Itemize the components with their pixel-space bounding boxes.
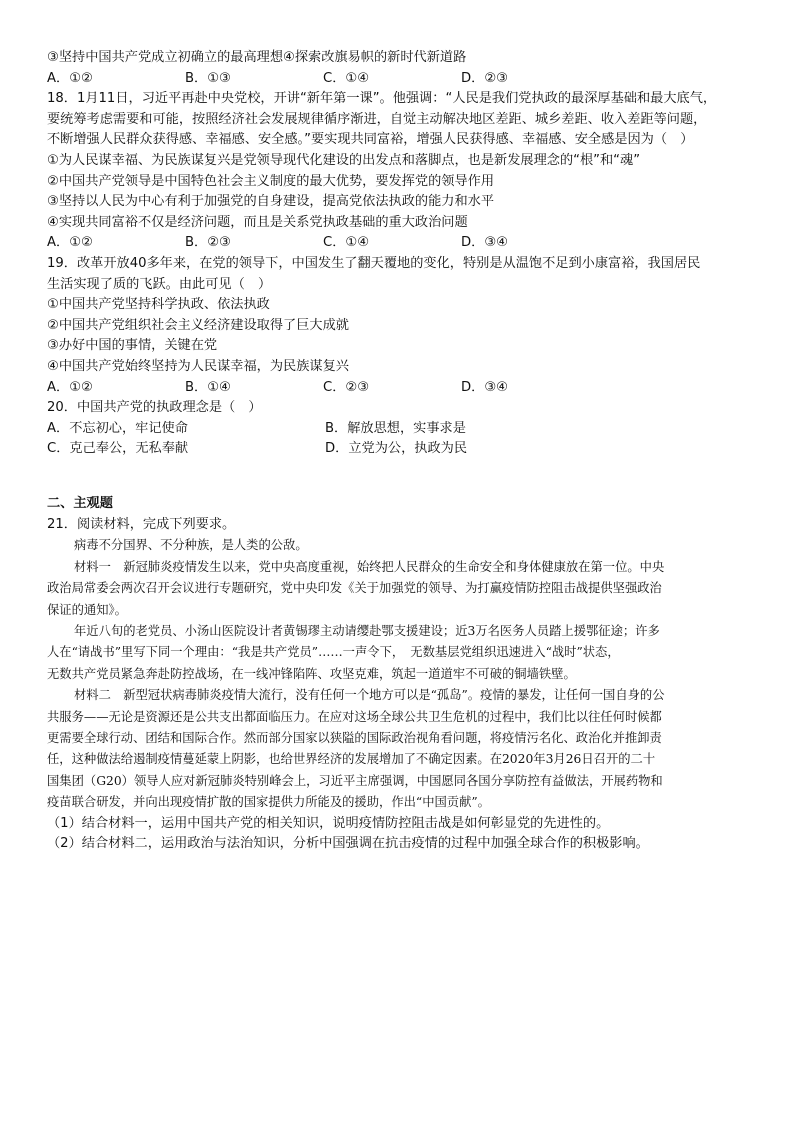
material-line: 疫苗联合研发，并向出现疫情扩散的国家提供力所能及的援助，作出“中国贡献”。 xyxy=(47,795,490,810)
choice-b: B．①③ xyxy=(185,70,231,86)
q19-option-1: ①中国共产党坚持科学执政、依法执政 xyxy=(47,297,270,313)
question-18 xyxy=(47,89,757,254)
page-content xyxy=(47,48,757,855)
material-line: 无数共产党员紧急奔赴防控战场，在一线冲锋陷阵、攻坚克难，筑起一道道牢不可破的铜墙铁壁。 xyxy=(47,666,576,681)
q18-stem-line-1: 18．1月11日，习近平再赴中央党校，开讲“新年第一课”。他强调：“人民是我们党执政的最深厚基础和最大底气， xyxy=(47,91,717,107)
q19-stem-line-2: 生活实现了质的飞跃。由此可见（ ） xyxy=(47,276,272,292)
material-line: 更需要全球行动、团结和国际合作。然而部分国家以狭隘的国际政治视角看问题，将疫情污名化、政治化并推卸责 xyxy=(47,730,662,745)
choice-a: A．①② xyxy=(47,70,93,86)
q18-option-3: ③坚持以人民为中心有利于加强党的自身建设，提高党依法执政的能力和水平 xyxy=(47,194,495,210)
choice-d: D．③④ xyxy=(461,379,508,395)
q19-option-3: ③办好中国的事情，关键在党 xyxy=(47,338,218,354)
section-subjective xyxy=(47,493,757,855)
q18-choices xyxy=(47,233,757,254)
q18-stem-line-2: 要统筹考虑需要和可能，按照经济社会发展规律循序渐进，自觉主动解决地区差距、城乡差距、收入差距等问题， xyxy=(47,111,707,127)
material-line: 材料一 新冠肺炎疫情发生以来，党中央高度重视，始终把人民群众的生命安全和身体健康放在第一位。中央 xyxy=(74,559,665,574)
material-intro: 病毒不分国界、不分种族，是人类的公敌。 xyxy=(74,538,308,553)
material-line: 国集团（G20）领导人应对新冠肺炎特别峰会上，习近平主席强调，中国愿同各国分享防控有益做法，开展药物和 xyxy=(47,773,663,788)
q19-option-2: ②中国共产党组织社会主义经济建设取得了巨大成就 xyxy=(47,317,349,333)
q20-stem: 20．中国共产党的执政理念是（ ） xyxy=(47,400,262,416)
choice-b: B．②③ xyxy=(185,235,231,251)
carry-option-line: ③坚持中国共产党成立初确立的最高理想④探索改旗易帜的新时代新道路 xyxy=(47,50,467,65)
question-20 xyxy=(47,398,757,460)
q20-choices-row-1 xyxy=(47,419,757,440)
q20-choices-row-2 xyxy=(47,439,757,460)
material-line: 材料二 新型冠状病毒肺炎疫情大流行，没有任何一个地方可以是“孤岛”。疫情的暴发，让任何一国自身的公 xyxy=(74,688,665,703)
q18-option-2: ②中国共产党领导是中国特色社会主义制度的最大优势，要发挥党的领导作用 xyxy=(47,173,495,189)
choice-b: B．解放思想，实事求是 xyxy=(325,420,466,436)
q21-sub-question-1: （1）结合材料一，运用中国共产党的相关知识，说明疫情防控阻击战是如何彰显党的先进性的。 xyxy=(47,815,610,831)
q18-stem-line-3: 不断增强人民群众获得感、幸福感、安全感。”要实现共同富裕，增强人民获得感、幸福感、安全感是因为（ ） xyxy=(47,132,694,148)
material-line: 人在“请战书”里写下同一个理由：“我是共产党员”……一声令下， 无数基层党组织迅速进入“战时”状态， xyxy=(47,645,620,660)
choice-c: C．①④ xyxy=(323,235,370,251)
choice-c: C．克己奉公，无私奉献 xyxy=(47,441,189,457)
q21-stem: 21．阅读材料，完成下列要求。 xyxy=(47,516,236,532)
section-title: 二、主观题 xyxy=(47,495,113,511)
material-line: 任，这种做法给遏制疫情蔓延蒙上阴影，也给世界经济的发展增加了不确定因素。在2020年3月26日召开的二十 xyxy=(47,752,656,767)
q19-choices xyxy=(47,378,757,399)
choice-c: C．②③ xyxy=(323,379,370,395)
choice-d: D．③④ xyxy=(461,235,508,251)
choice-c: C．①④ xyxy=(323,70,370,86)
q21-material xyxy=(47,535,757,813)
question-19 xyxy=(47,254,757,398)
choice-d: D．②③ xyxy=(461,70,508,86)
q19-option-4: ④中国共产党始终坚持为人民谋幸福，为民族谋复兴 xyxy=(47,358,349,374)
choice-b: B．①④ xyxy=(185,379,231,395)
q21-sub-question-2: （2）结合材料二，运用政治与法治知识，分析中国强调在抗击疫情的过程中加强全球合作的积极影响。 xyxy=(47,836,649,852)
choice-a: A．①② xyxy=(47,235,93,251)
section-gap xyxy=(47,460,757,493)
q18-option-4: ④实现共同富裕不仅是经济问题，而且是关系党执政基础的重大政治问题 xyxy=(47,214,468,230)
material-line: 共服务——无论是资源还是公共支出都面临压力。在应对这场全球公共卫生危机的过程中，我们比以往任何时候都 xyxy=(47,709,662,724)
q19-stem-line-1: 19．改革开放40多年来，在党的领导下，中国发生了翻天覆地的变化，特别是从温饱不足到小康富裕，我国居民 xyxy=(47,255,701,271)
carry-choices xyxy=(47,69,757,90)
material-line: 政治局常委会两次召开会议进行专题研究，党中央印发《关于加强党的领导、为打赢疫情防控阻击战提供坚强政治 xyxy=(47,581,662,596)
choice-a: A．①② xyxy=(47,379,93,395)
choice-a: A．不忘初心，牢记使命 xyxy=(47,420,188,436)
material-line: 年近八旬的老党员、小汤山医院设计者黄锡璆主动请缨赴鄂支援建设；近3万名医务人员踏上援鄂征途；许多 xyxy=(74,624,660,639)
choice-d: D．立党为公，执政为民 xyxy=(325,441,468,457)
q18-option-1: ①为人民谋幸福、为民族谋复兴是党领导现代化建设的出发点和落脚点，也是新发展理念的“根”和“魂” xyxy=(47,152,641,168)
material-line: 保证的通知》。 xyxy=(47,602,127,617)
